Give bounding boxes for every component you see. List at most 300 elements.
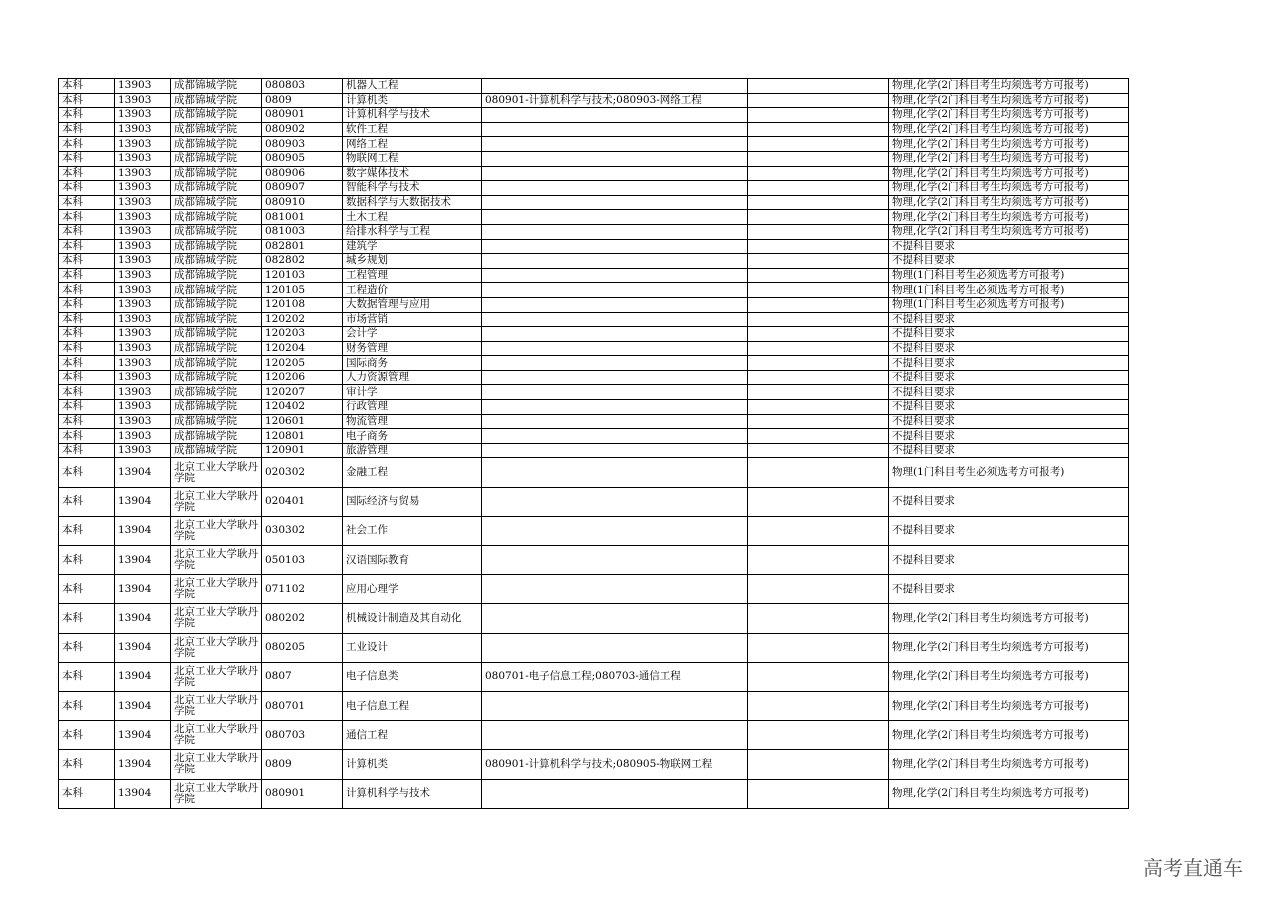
school-name-cell: 北京工业大学耿丹学院 — [171, 779, 262, 808]
subject-requirement-cell: 不提科目要求 — [889, 327, 1129, 342]
school-code-cell: 13903 — [115, 151, 171, 166]
school-code-cell: 13904 — [115, 516, 171, 545]
notes-cell — [748, 429, 889, 444]
level-cell: 本科 — [59, 429, 115, 444]
major-code-cell: 071102 — [262, 575, 343, 604]
level-cell: 本科 — [59, 181, 115, 196]
included-majors-cell — [482, 122, 748, 137]
table-row — [59, 93, 1129, 108]
level-cell: 本科 — [59, 487, 115, 516]
subject-requirement-cell: 不提科目要求 — [889, 341, 1129, 356]
included-majors-cell — [482, 385, 748, 400]
level-cell: 本科 — [59, 327, 115, 342]
major-name-cell: 大数据管理与应用 — [343, 297, 482, 312]
subject-requirement-cell: 物理,化学(2门科目考生均须选考方可报考) — [889, 108, 1129, 123]
major-code-cell: 080701 — [262, 691, 343, 720]
subject-requirement-cell: 不提科目要求 — [889, 575, 1129, 604]
major-code-cell: 080907 — [262, 181, 343, 196]
level-cell: 本科 — [59, 122, 115, 137]
subject-requirement-cell: 不提科目要求 — [889, 429, 1129, 444]
notes-cell — [748, 691, 889, 720]
table-row — [59, 779, 1129, 808]
level-cell: 本科 — [59, 356, 115, 371]
school-code-cell: 13903 — [115, 137, 171, 152]
notes-cell — [748, 370, 889, 385]
school-code-cell: 13904 — [115, 604, 171, 633]
school-name-cell: 成都锦城学院 — [171, 79, 262, 94]
major-name-cell: 电子商务 — [343, 429, 482, 444]
school-name-cell: 成都锦城学院 — [171, 341, 262, 356]
major-code-cell: 080906 — [262, 166, 343, 181]
school-code-cell: 13903 — [115, 443, 171, 458]
level-cell: 本科 — [59, 575, 115, 604]
table-row — [59, 633, 1129, 662]
notes-cell — [748, 297, 889, 312]
included-majors-cell — [482, 254, 748, 269]
notes-cell — [748, 487, 889, 516]
school-code-cell: 13903 — [115, 356, 171, 371]
notes-cell — [748, 341, 889, 356]
notes-cell — [748, 356, 889, 371]
subject-requirement-cell: 物理,化学(2门科目考生均须选考方可报考) — [889, 224, 1129, 239]
subject-requirement-cell: 不提科目要求 — [889, 356, 1129, 371]
school-code-cell: 13904 — [115, 721, 171, 750]
school-code-cell: 13904 — [115, 691, 171, 720]
major-name-cell: 行政管理 — [343, 400, 482, 415]
table-row — [59, 370, 1129, 385]
major-name-cell: 软件工程 — [343, 122, 482, 137]
table-row — [59, 181, 1129, 196]
level-cell: 本科 — [59, 210, 115, 225]
subject-requirement-cell: 不提科目要求 — [889, 370, 1129, 385]
table-row — [59, 327, 1129, 342]
included-majors-cell — [482, 604, 748, 633]
table-row — [59, 283, 1129, 298]
major-name-cell: 汉语国际教育 — [343, 546, 482, 575]
subject-requirement-cell: 物理(1门科目考生必须选考方可报考) — [889, 297, 1129, 312]
school-name-cell: 成都锦城学院 — [171, 312, 262, 327]
major-code-cell: 030302 — [262, 516, 343, 545]
level-cell: 本科 — [59, 691, 115, 720]
major-code-cell: 080903 — [262, 137, 343, 152]
level-cell: 本科 — [59, 458, 115, 487]
level-cell: 本科 — [59, 239, 115, 254]
major-code-cell: 080901 — [262, 779, 343, 808]
school-code-cell: 13904 — [115, 779, 171, 808]
school-name-cell: 成都锦城学院 — [171, 356, 262, 371]
table-row — [59, 137, 1129, 152]
major-code-cell: 120204 — [262, 341, 343, 356]
school-name-cell: 成都锦城学院 — [171, 283, 262, 298]
notes-cell — [748, 181, 889, 196]
major-code-cell: 120402 — [262, 400, 343, 415]
school-name-cell: 北京工业大学耿丹学院 — [171, 516, 262, 545]
school-code-cell: 13903 — [115, 341, 171, 356]
table-row — [59, 341, 1129, 356]
table-row — [59, 691, 1129, 720]
table-row — [59, 239, 1129, 254]
school-code-cell: 13903 — [115, 224, 171, 239]
level-cell: 本科 — [59, 137, 115, 152]
notes-cell — [748, 575, 889, 604]
notes-cell — [748, 604, 889, 633]
subject-requirement-cell: 物理(1门科目考生必须选考方可报考) — [889, 283, 1129, 298]
school-name-cell: 成都锦城学院 — [171, 137, 262, 152]
notes-cell — [748, 443, 889, 458]
major-code-cell: 020401 — [262, 487, 343, 516]
watermark-text: 高考直通车 — [1143, 856, 1243, 880]
major-code-cell: 120205 — [262, 356, 343, 371]
notes-cell — [748, 546, 889, 575]
included-majors-cell — [482, 633, 748, 662]
included-majors-cell — [482, 166, 748, 181]
subject-requirement-cell: 物理,化学(2门科目考生均须选考方可报考) — [889, 122, 1129, 137]
major-name-cell: 工程造价 — [343, 283, 482, 298]
major-name-cell: 电子信息类 — [343, 662, 482, 691]
level-cell: 本科 — [59, 604, 115, 633]
subject-requirement-cell: 物理,化学(2门科目考生均须选考方可报考) — [889, 181, 1129, 196]
level-cell: 本科 — [59, 400, 115, 415]
school-code-cell: 13904 — [115, 662, 171, 691]
included-majors-cell — [482, 108, 748, 123]
major-code-cell: 020302 — [262, 458, 343, 487]
subject-requirement-cell: 不提科目要求 — [889, 487, 1129, 516]
notes-cell — [748, 312, 889, 327]
subject-requirement-cell: 物理(1门科目考生必须选考方可报考) — [889, 268, 1129, 283]
level-cell: 本科 — [59, 750, 115, 779]
notes-cell — [748, 79, 889, 94]
major-name-cell: 财务管理 — [343, 341, 482, 356]
table-row — [59, 268, 1129, 283]
level-cell: 本科 — [59, 779, 115, 808]
major-name-cell: 市场营销 — [343, 312, 482, 327]
level-cell: 本科 — [59, 443, 115, 458]
school-code-cell: 13903 — [115, 181, 171, 196]
school-name-cell: 北京工业大学耿丹学院 — [171, 633, 262, 662]
major-name-cell: 会计学 — [343, 327, 482, 342]
major-code-cell: 0807 — [262, 662, 343, 691]
notes-cell — [748, 750, 889, 779]
major-name-cell: 通信工程 — [343, 721, 482, 750]
school-name-cell: 成都锦城学院 — [171, 385, 262, 400]
subject-requirement-cell: 物理,化学(2门科目考生均须选考方可报考) — [889, 79, 1129, 94]
included-majors-cell — [482, 239, 748, 254]
subject-requirement-cell: 不提科目要求 — [889, 546, 1129, 575]
included-majors-cell — [482, 429, 748, 444]
school-name-cell: 成都锦城学院 — [171, 224, 262, 239]
included-majors-cell — [482, 79, 748, 94]
table-row — [59, 224, 1129, 239]
school-name-cell: 成都锦城学院 — [171, 443, 262, 458]
school-code-cell: 13904 — [115, 750, 171, 779]
school-code-cell: 13904 — [115, 546, 171, 575]
level-cell: 本科 — [59, 151, 115, 166]
table-row — [59, 108, 1129, 123]
subject-requirement-cell: 不提科目要求 — [889, 239, 1129, 254]
school-name-cell: 成都锦城学院 — [171, 268, 262, 283]
included-majors-cell — [482, 443, 748, 458]
included-majors-cell — [482, 137, 748, 152]
major-code-cell: 120108 — [262, 297, 343, 312]
school-code-cell: 13903 — [115, 210, 171, 225]
major-code-cell: 050103 — [262, 546, 343, 575]
level-cell: 本科 — [59, 254, 115, 269]
included-majors-cell — [482, 283, 748, 298]
notes-cell — [748, 633, 889, 662]
included-majors-cell — [482, 297, 748, 312]
level-cell: 本科 — [59, 633, 115, 662]
included-majors-cell — [482, 181, 748, 196]
major-name-cell: 网络工程 — [343, 137, 482, 152]
major-name-cell: 计算机科学与技术 — [343, 779, 482, 808]
school-code-cell: 13903 — [115, 108, 171, 123]
major-name-cell: 国际商务 — [343, 356, 482, 371]
notes-cell — [748, 254, 889, 269]
notes-cell — [748, 779, 889, 808]
major-code-cell: 080202 — [262, 604, 343, 633]
included-majors-cell — [482, 356, 748, 371]
table-row — [59, 385, 1129, 400]
major-name-cell: 社会工作 — [343, 516, 482, 545]
school-name-cell: 成都锦城学院 — [171, 93, 262, 108]
school-name-cell: 北京工业大学耿丹学院 — [171, 575, 262, 604]
table-row — [59, 122, 1129, 137]
major-name-cell: 工业设计 — [343, 633, 482, 662]
table-row — [59, 210, 1129, 225]
included-majors-cell — [482, 691, 748, 720]
major-code-cell: 080901 — [262, 108, 343, 123]
notes-cell — [748, 137, 889, 152]
notes-cell — [748, 151, 889, 166]
level-cell: 本科 — [59, 312, 115, 327]
table-row — [59, 750, 1129, 779]
school-code-cell: 13903 — [115, 312, 171, 327]
major-name-cell: 国际经济与贸易 — [343, 487, 482, 516]
notes-cell — [748, 239, 889, 254]
level-cell: 本科 — [59, 721, 115, 750]
school-name-cell: 成都锦城学院 — [171, 370, 262, 385]
level-cell: 本科 — [59, 108, 115, 123]
table-row — [59, 721, 1129, 750]
major-name-cell: 应用心理学 — [343, 575, 482, 604]
school-code-cell: 13903 — [115, 254, 171, 269]
notes-cell — [748, 93, 889, 108]
major-code-cell: 081003 — [262, 224, 343, 239]
notes-cell — [748, 195, 889, 210]
school-code-cell: 13903 — [115, 400, 171, 415]
major-name-cell: 工程管理 — [343, 268, 482, 283]
major-name-cell: 数字媒体技术 — [343, 166, 482, 181]
level-cell: 本科 — [59, 93, 115, 108]
school-code-cell: 13903 — [115, 268, 171, 283]
notes-cell — [748, 458, 889, 487]
major-code-cell: 082801 — [262, 239, 343, 254]
notes-cell — [748, 283, 889, 298]
school-name-cell: 成都锦城学院 — [171, 210, 262, 225]
school-name-cell: 北京工业大学耿丹学院 — [171, 487, 262, 516]
table-row — [59, 400, 1129, 415]
major-name-cell: 机器人工程 — [343, 79, 482, 94]
included-majors-cell — [482, 414, 748, 429]
level-cell: 本科 — [59, 195, 115, 210]
notes-cell — [748, 122, 889, 137]
major-name-cell: 数据科学与大数据技术 — [343, 195, 482, 210]
school-code-cell: 13904 — [115, 633, 171, 662]
table-row — [59, 458, 1129, 487]
included-majors-cell: 080701-电子信息工程;080703-通信工程 — [482, 662, 748, 691]
school-code-cell: 13903 — [115, 385, 171, 400]
school-code-cell: 13903 — [115, 414, 171, 429]
major-name-cell: 物联网工程 — [343, 151, 482, 166]
subject-requirement-cell: 不提科目要求 — [889, 414, 1129, 429]
subject-requirement-cell: 物理,化学(2门科目考生均须选考方可报考) — [889, 604, 1129, 633]
table-row — [59, 195, 1129, 210]
level-cell: 本科 — [59, 268, 115, 283]
included-majors-cell — [482, 341, 748, 356]
school-name-cell: 北京工业大学耿丹学院 — [171, 691, 262, 720]
school-name-cell: 成都锦城学院 — [171, 327, 262, 342]
notes-cell — [748, 108, 889, 123]
major-code-cell: 120202 — [262, 312, 343, 327]
school-name-cell: 成都锦城学院 — [171, 195, 262, 210]
table-row — [59, 487, 1129, 516]
level-cell: 本科 — [59, 546, 115, 575]
included-majors-cell — [482, 516, 748, 545]
school-name-cell: 北京工业大学耿丹学院 — [171, 604, 262, 633]
subject-requirement-cell: 物理,化学(2门科目考生均须选考方可报考) — [889, 633, 1129, 662]
school-name-cell: 成都锦城学院 — [171, 400, 262, 415]
major-name-cell: 人力资源管理 — [343, 370, 482, 385]
major-name-cell: 计算机科学与技术 — [343, 108, 482, 123]
subject-requirement-cell: 不提科目要求 — [889, 443, 1129, 458]
included-majors-cell — [482, 721, 748, 750]
school-code-cell: 13903 — [115, 93, 171, 108]
included-majors-cell — [482, 779, 748, 808]
major-code-cell: 082802 — [262, 254, 343, 269]
major-code-cell: 120901 — [262, 443, 343, 458]
school-name-cell: 成都锦城学院 — [171, 414, 262, 429]
table-row — [59, 79, 1129, 94]
table-row — [59, 429, 1129, 444]
school-name-cell: 成都锦城学院 — [171, 181, 262, 196]
level-cell: 本科 — [59, 224, 115, 239]
major-code-cell: 0809 — [262, 93, 343, 108]
table-body — [59, 79, 1129, 809]
subject-requirement-cell: 不提科目要求 — [889, 254, 1129, 269]
subject-requirement-cell: 物理,化学(2门科目考生均须选考方可报考) — [889, 93, 1129, 108]
table-row — [59, 166, 1129, 181]
included-majors-cell — [482, 575, 748, 604]
school-name-cell: 成都锦城学院 — [171, 108, 262, 123]
major-code-cell: 120206 — [262, 370, 343, 385]
table-row — [59, 443, 1129, 458]
admission-requirements-table — [58, 78, 1129, 809]
school-name-cell: 成都锦城学院 — [171, 151, 262, 166]
major-code-cell: 0809 — [262, 750, 343, 779]
school-name-cell: 成都锦城学院 — [171, 429, 262, 444]
notes-cell — [748, 224, 889, 239]
major-name-cell: 电子信息工程 — [343, 691, 482, 720]
included-majors-cell — [482, 487, 748, 516]
table-row — [59, 546, 1129, 575]
major-name-cell: 城乡规划 — [343, 254, 482, 269]
school-code-cell: 13904 — [115, 458, 171, 487]
major-name-cell: 审计学 — [343, 385, 482, 400]
table-row — [59, 312, 1129, 327]
school-name-cell: 成都锦城学院 — [171, 254, 262, 269]
school-code-cell: 13903 — [115, 297, 171, 312]
included-majors-cell — [482, 268, 748, 283]
included-majors-cell — [482, 195, 748, 210]
major-name-cell: 给排水科学与工程 — [343, 224, 482, 239]
included-majors-cell — [482, 151, 748, 166]
major-name-cell: 土木工程 — [343, 210, 482, 225]
table-row — [59, 575, 1129, 604]
notes-cell — [748, 516, 889, 545]
included-majors-cell — [482, 327, 748, 342]
included-majors-cell — [482, 224, 748, 239]
level-cell: 本科 — [59, 283, 115, 298]
school-code-cell: 13903 — [115, 283, 171, 298]
major-name-cell: 物流管理 — [343, 414, 482, 429]
level-cell: 本科 — [59, 385, 115, 400]
table-row — [59, 151, 1129, 166]
major-code-cell: 080803 — [262, 79, 343, 94]
level-cell: 本科 — [59, 370, 115, 385]
school-name-cell: 北京工业大学耿丹学院 — [171, 721, 262, 750]
school-code-cell: 13903 — [115, 239, 171, 254]
subject-requirement-cell: 物理,化学(2门科目考生均须选考方可报考) — [889, 721, 1129, 750]
major-name-cell: 金融工程 — [343, 458, 482, 487]
table-row — [59, 414, 1129, 429]
included-majors-cell — [482, 312, 748, 327]
major-name-cell: 计算机类 — [343, 750, 482, 779]
subject-requirement-cell: 物理,化学(2门科目考生均须选考方可报考) — [889, 166, 1129, 181]
subject-requirement-cell: 物理,化学(2门科目考生均须选考方可报考) — [889, 779, 1129, 808]
school-name-cell: 成都锦城学院 — [171, 122, 262, 137]
level-cell: 本科 — [59, 516, 115, 545]
school-code-cell: 13903 — [115, 195, 171, 210]
major-code-cell: 120203 — [262, 327, 343, 342]
subject-requirement-cell: 物理,化学(2门科目考生均须选考方可报考) — [889, 137, 1129, 152]
table-row — [59, 604, 1129, 633]
table-row — [59, 356, 1129, 371]
notes-cell — [748, 327, 889, 342]
included-majors-cell — [482, 370, 748, 385]
major-code-cell: 120103 — [262, 268, 343, 283]
major-code-cell: 080902 — [262, 122, 343, 137]
notes-cell — [748, 414, 889, 429]
school-code-cell: 13903 — [115, 327, 171, 342]
major-name-cell: 建筑学 — [343, 239, 482, 254]
major-code-cell: 080905 — [262, 151, 343, 166]
level-cell: 本科 — [59, 79, 115, 94]
school-code-cell: 13904 — [115, 575, 171, 604]
subject-requirement-cell: 物理,化学(2门科目考生均须选考方可报考) — [889, 750, 1129, 779]
school-name-cell: 成都锦城学院 — [171, 239, 262, 254]
school-name-cell: 北京工业大学耿丹学院 — [171, 458, 262, 487]
table-row — [59, 516, 1129, 545]
major-code-cell: 081001 — [262, 210, 343, 225]
major-code-cell: 120207 — [262, 385, 343, 400]
major-code-cell: 120105 — [262, 283, 343, 298]
school-code-cell: 13903 — [115, 370, 171, 385]
major-name-cell: 计算机类 — [343, 93, 482, 108]
subject-requirement-cell: 不提科目要求 — [889, 312, 1129, 327]
level-cell: 本科 — [59, 341, 115, 356]
school-name-cell: 北京工业大学耿丹学院 — [171, 750, 262, 779]
included-majors-cell — [482, 400, 748, 415]
